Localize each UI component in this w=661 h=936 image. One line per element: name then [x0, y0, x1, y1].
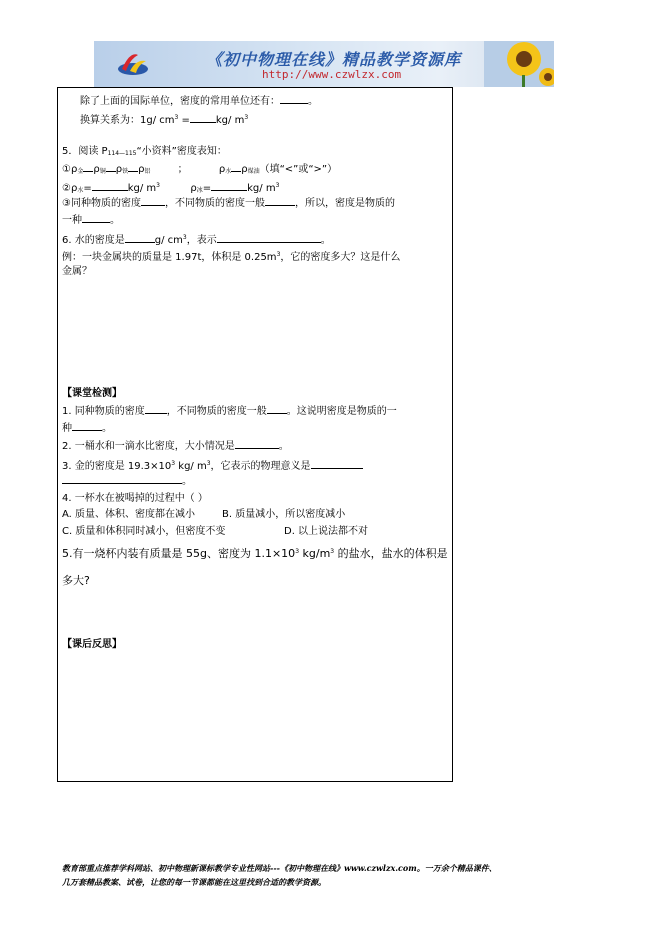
water-ice-line: $②\rho_水= kg/$ $m^3$ $\rho_冰= kg/$ $m^3$ — [62, 182, 280, 194]
example-line: 例：一块金属块的质量是 1.97t，体积是 $0.25m^3$，它的密度多大？这是什么 — [62, 251, 401, 263]
check-q5: 5.有一烧杯内装有质量是 55g、密度为 $1.1\times 10^3$ $kg/m^3$ 的盐水，盐水的体积是 — [62, 547, 448, 560]
reflection-heading: 【课后反思】 — [62, 639, 122, 650]
check-q4: 4. 一杯水在被喝掉的过程中（ ） — [62, 493, 208, 504]
check-q5-cont: 多大? — [62, 574, 90, 587]
check-q2: 2. 一桶水和一滴水比密度，大小情况是 。 — [62, 441, 289, 452]
check-q3: 3. 金的密度是 $19.3\times 10^3$ kg/ $m^3$，它表示的物理意义是 — [62, 457, 363, 473]
check-q1-cont: 种 。 — [62, 423, 112, 434]
header-banner — [94, 41, 554, 87]
property-line-2: 一种 。 — [62, 215, 120, 226]
check-q4-option-b: B. 质量减小，所以密度减小 — [222, 509, 346, 520]
water-density-line: 6. 水的密度是 g/ $cm^3$，表示 。 — [62, 234, 331, 246]
check-q1: 1. 同种物质的密度 ，不同物质的密度一般 。这说明密度是物质的一 — [62, 406, 397, 417]
example-line-2: 金属？ — [62, 266, 92, 277]
check-q4-option-d: D. 以上说法都不对 — [284, 526, 369, 537]
conversion-line: 换算关系为：1g/ $cm^3 = kg/$ $m^3$ — [80, 114, 249, 126]
class-check-heading: 【课堂检测】 — [62, 388, 122, 399]
banner-url[interactable]: http://www.czwlzx.com — [262, 68, 402, 81]
unit-line: 除了上面的国际单位，密度的常用单位还有： 。 — [80, 96, 318, 107]
sunflower-icon — [484, 41, 554, 87]
check-q3-cont: 。 — [62, 474, 192, 488]
footer-line-1: 教育部重点推荐学科网站、初中物理新课标教学专业性网站---《初中物理在线》www.czwlzx.com。一万余个精品课件、 — [62, 863, 497, 873]
site-logo-icon — [116, 47, 150, 81]
check-q4-option-a: A. 质量、体积、密度都在减小 — [62, 509, 196, 520]
banner-title: 《初中物理在线》精品教学资源库 — [206, 50, 462, 69]
check-q4-option-c: C. 质量和体积同时减小，但密度不变 — [62, 526, 226, 537]
density-compare-line: $①\rho_金$ $\rho_铜$ $\rho_铁$ $\rho_铝$ ； $\rho_水$ $\rho_{煤油}$（填“<”或“>”） — [62, 164, 338, 175]
reading-line: 5．阅读 $P_{114—115}“$小资料”密度表知： — [62, 146, 227, 157]
property-line: ③同种物质的密度 ，不同物质的密度一般 ，所以，密度是物质的 — [62, 198, 395, 209]
footer-line-2: 几万套精品教案、试卷，让您的每一节课都能在这里找到合适的教学资源。 — [62, 877, 326, 887]
